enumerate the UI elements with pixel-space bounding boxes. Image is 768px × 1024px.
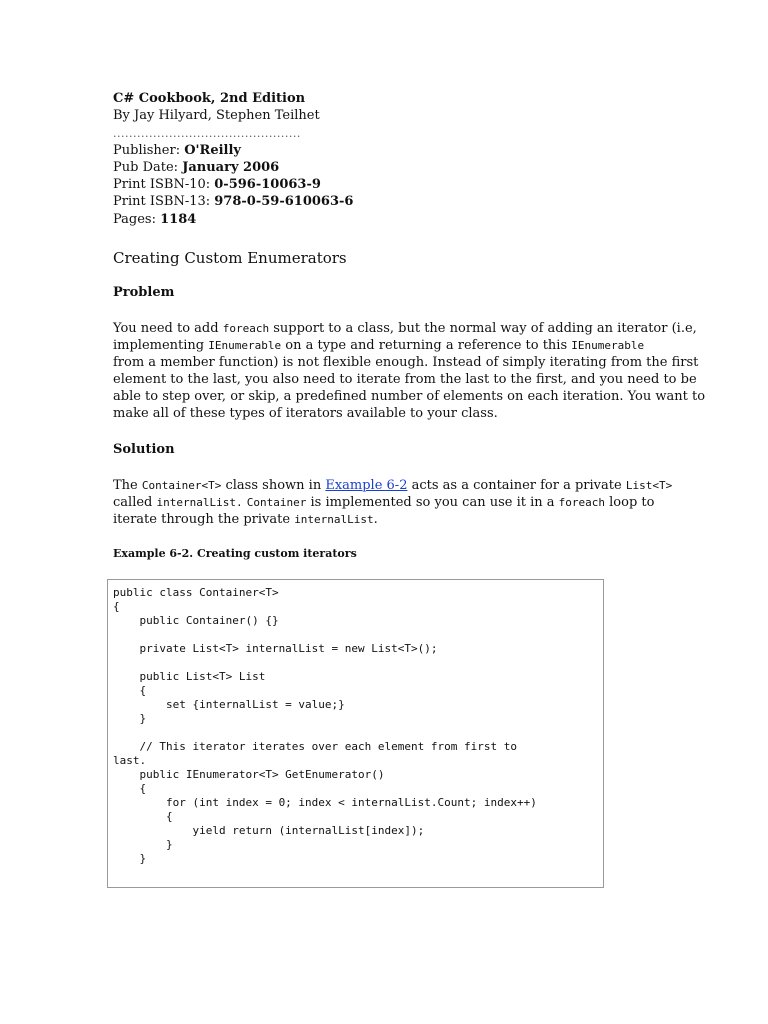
code-listing bbox=[107, 579, 604, 888]
problem-line-5: able to step over, or skip, a predefined number of elements on each iteration. You want to bbox=[113, 389, 706, 404]
solution-line-2: called internalList. Container is implemented so you can use it in a foreach loop to bbox=[113, 495, 655, 510]
problem-paragraph bbox=[113, 320, 706, 422]
book-authors: By Jay Hilyard, Stephen Teilhet bbox=[113, 108, 320, 123]
isbn10-label: Print ISBN-10: bbox=[113, 177, 215, 192]
example-title: Example 6-2. Creating custom iterators bbox=[113, 547, 357, 560]
problem-line-2: implementing IEnumerable on a type and returning a reference to this IEnumerable bbox=[113, 338, 645, 353]
section-title: Creating Custom Enumerators bbox=[113, 249, 347, 267]
isbn13-value: 978-0-59-610063-6 bbox=[214, 194, 354, 209]
example-6-2-link[interactable]: Example 6-2 bbox=[325, 478, 408, 493]
code-foreach: foreach bbox=[222, 322, 270, 335]
pages-label: Pages: bbox=[113, 212, 161, 227]
code-container: Container bbox=[246, 496, 307, 509]
publisher-label: Publisher: bbox=[113, 143, 185, 158]
code-foreach-2: foreach bbox=[558, 496, 605, 509]
pub-date-label: Pub Date: bbox=[113, 160, 183, 175]
problem-line-1: You need to add foreach support to a class, but the normal way of adding an iterator (i.e, bbox=[113, 321, 697, 336]
pages-line bbox=[113, 211, 196, 228]
code-listing-text: public class Container<T> { public Container() {} private List<T> internalList = new List<T>(); public List<T> List { set {internalList = value;} } // This iterator iterates over each element from first to last. public IEnumerator<T> GetEnumerator() { for (int index = 0; index < internalList.Count; index++) { yield return (internalList[index]); } } bbox=[113, 586, 537, 865]
publisher-line bbox=[113, 142, 241, 159]
code-ienumerable-2: IEnumerable bbox=[571, 339, 645, 352]
pub-date-value: January 2006 bbox=[182, 160, 280, 175]
solution-line-3: iterate through the private internalList. bbox=[113, 512, 378, 527]
book-title: C# Cookbook, 2nd Edition bbox=[113, 91, 306, 106]
separator-dots: ............................................... bbox=[113, 127, 301, 140]
code-container-t: Container<T> bbox=[141, 479, 222, 492]
problem-line-4: element to the last, you also need to iterate from the last to the first, and you need to be bbox=[113, 372, 697, 387]
solution-paragraph bbox=[113, 477, 673, 528]
code-internallist-2: internalList bbox=[294, 513, 374, 526]
solution-heading: Solution bbox=[113, 442, 175, 457]
problem-heading: Problem bbox=[113, 285, 175, 300]
problem-line-3: from a member function) is not flexible enough. Instead of simply iterating from the first bbox=[113, 355, 699, 370]
problem-line-6: make all of these types of iterators available to your class. bbox=[113, 406, 498, 421]
code-internallist: internalList. bbox=[156, 496, 243, 509]
code-ienumerable: IEnumerable bbox=[208, 339, 282, 352]
publisher-value: O'Reilly bbox=[184, 143, 241, 158]
code-list-t: List<T> bbox=[625, 479, 673, 492]
pub-date-line bbox=[113, 159, 279, 176]
isbn13-line bbox=[113, 193, 353, 210]
solution-line-1: The Container<T> class shown in Example 6-2 acts as a container for a private List<T> bbox=[113, 478, 673, 493]
pages-value: 1184 bbox=[160, 212, 197, 227]
isbn10-line bbox=[113, 176, 321, 193]
isbn13-label: Print ISBN-13: bbox=[113, 194, 215, 209]
isbn10-value: 0-596-10063-9 bbox=[214, 177, 321, 192]
